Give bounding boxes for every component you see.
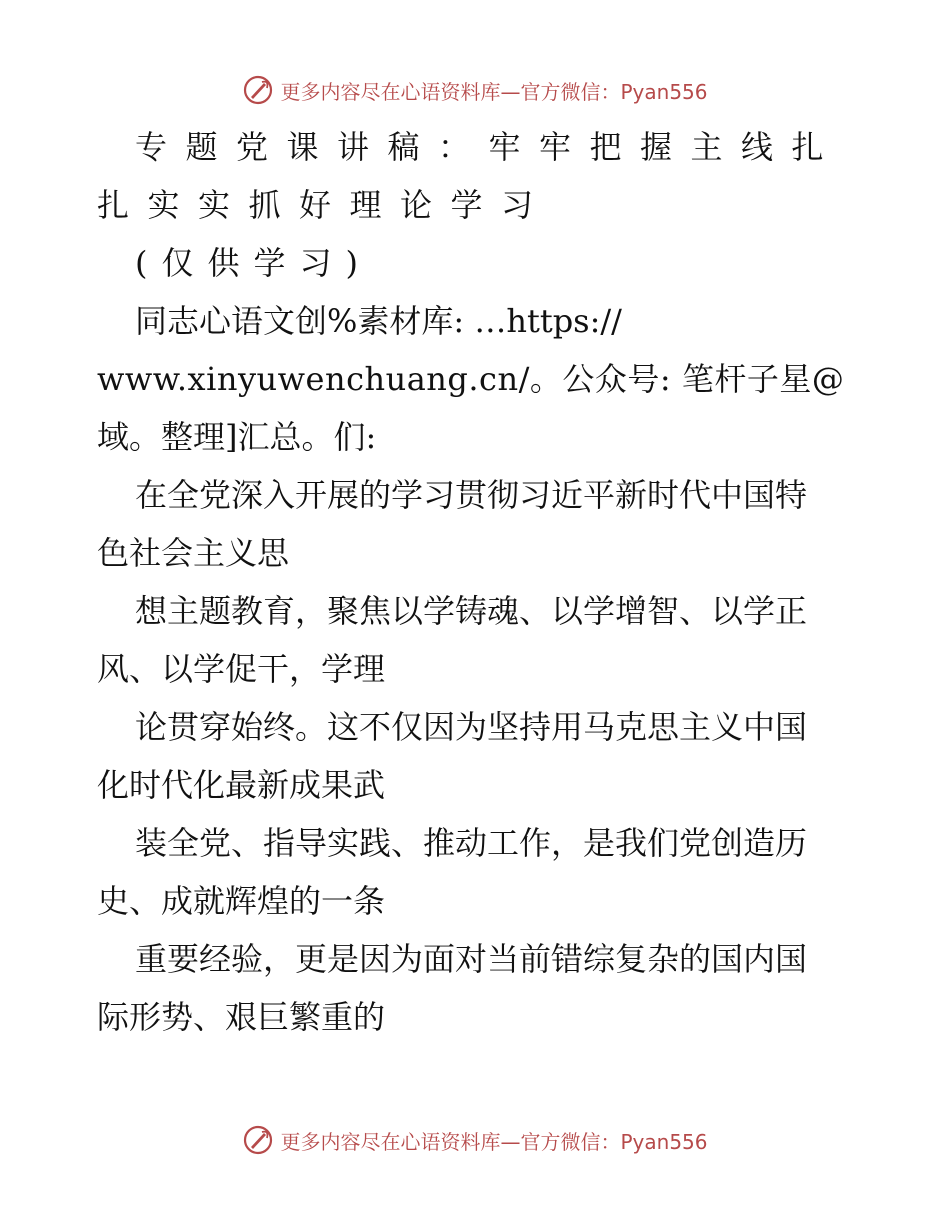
body-line-7: 装全党、指导实践、推动工作，是我们党创造历 <box>135 824 808 862</box>
body-line-5: 论贯穿始终。这不仅因为坚持用马克思主义中国 <box>135 708 808 746</box>
body-line-3: 想主题教育，聚焦以学铸魂、以学增智、以学正 <box>135 592 808 630</box>
source-line-2: www.xinyuwenchuang.cn/。公众号: 笔杆子星@ <box>97 360 845 398</box>
source-line-3: 域。整理]汇总。们: <box>97 418 377 456</box>
banner-label: 更多内容尽在心语资料库—官方微信： <box>280 1129 621 1154</box>
footer-banner <box>0 1120 950 1160</box>
source-line-1: 同志心语文创%素材库: …https:// <box>135 302 622 340</box>
title-line-2: 扎实实抓好理论学习 <box>97 186 552 224</box>
banner-text <box>280 76 707 105</box>
body-line-8: 史、成就辉煌的一条 <box>97 882 386 920</box>
body-line-4: 风、以学促干，学理 <box>97 650 386 688</box>
banner-label: 更多内容尽在心语资料库—官方微信： <box>280 79 621 104</box>
title-line-1: 专题党课讲稿：牢牢把握主线扎 <box>135 128 843 166</box>
body-line-10: 际形势、艰巨繁重的 <box>97 998 386 1036</box>
quill-logo-icon <box>242 1124 274 1156</box>
body-line-2: 色社会主义思 <box>97 534 290 572</box>
header-banner <box>0 70 950 110</box>
body-line-9: 重要经验，更是因为面对当前错综复杂的国内国 <box>135 940 808 978</box>
body-line-6: 化时代化最新成果武 <box>97 766 386 804</box>
quill-logo-icon <box>242 74 274 106</box>
wechat-id: Pyan556 <box>620 79 708 104</box>
subtitle: (仅供学习) <box>135 244 372 282</box>
banner-text <box>280 1126 707 1155</box>
document-body <box>97 118 857 1046</box>
wechat-id: Pyan556 <box>620 1129 708 1154</box>
body-line-1: 在全党深入开展的学习贯彻习近平新时代中国特 <box>135 476 808 514</box>
